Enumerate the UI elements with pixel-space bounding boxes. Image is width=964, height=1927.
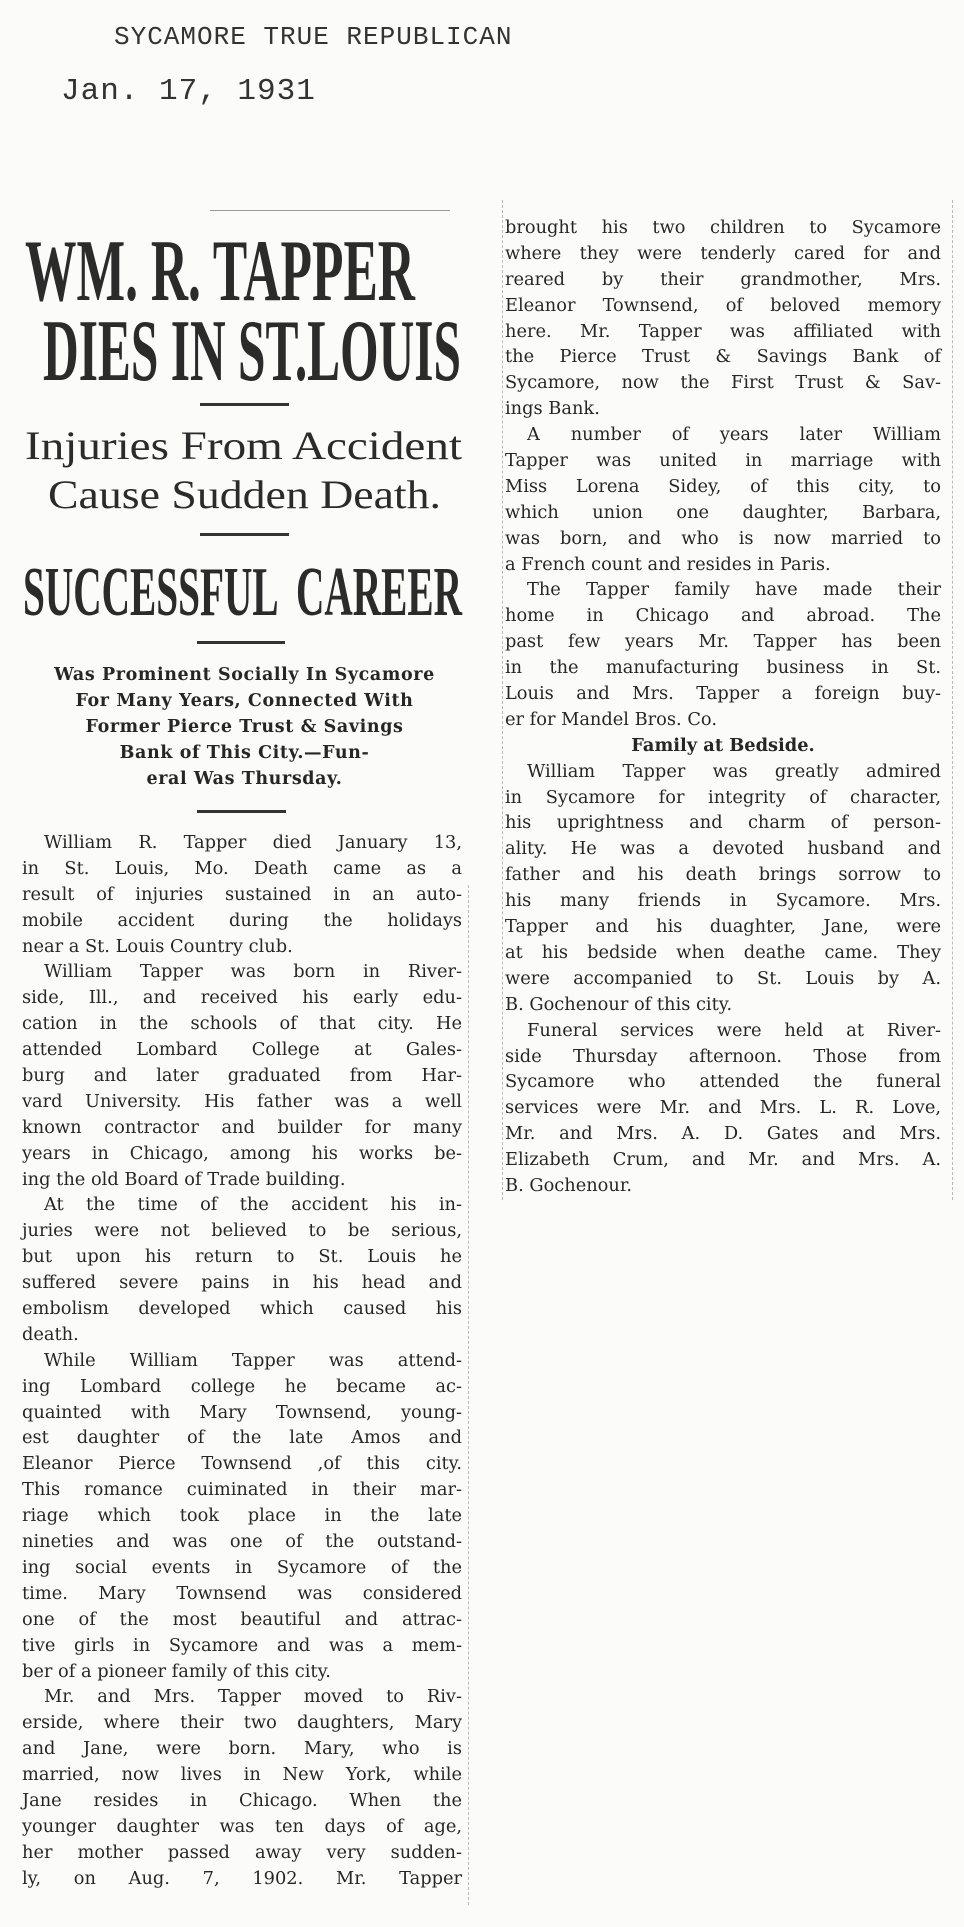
text-line: suffered severe pains in his head and — [22, 1272, 462, 1294]
newspaper-name: SYCAMORE TRUE REPUBLICAN — [114, 22, 513, 52]
text-line: Miss Lorena Sidey, of this city, to — [505, 475, 941, 497]
text-line: side, Ill., and received his early edu- — [22, 987, 462, 1009]
text-line: ber of a pioneer family of this city. — [22, 1660, 331, 1682]
text-line: William Tapper was greatly admired — [527, 760, 941, 782]
text-line: result of injuries sustained in an auto- — [22, 883, 462, 905]
text-line: cation in the schools of that city. He — [22, 1013, 462, 1035]
text-line: While William Tapper was attend- — [44, 1349, 462, 1371]
deck-line: eral Was Thursday. — [146, 769, 343, 789]
text-line: death. — [22, 1323, 79, 1345]
divider-rule — [200, 403, 289, 406]
text-line: This romance cuiminated in their mar- — [22, 1479, 462, 1501]
text-line: Funeral services were held at River- — [527, 1019, 941, 1041]
text-line: Jane resides in Chicago. When the — [22, 1789, 462, 1811]
text-line: married, now lives in New York, while — [22, 1764, 462, 1786]
text-line: quainted with Mary Townsend, young- — [22, 1401, 462, 1423]
subhead-2: Cause Sudden Death. — [48, 472, 441, 517]
column-divider — [502, 200, 503, 1200]
text-line: est daughter of the late Amos and — [22, 1427, 462, 1449]
text-line: attended Lombard College at Gales- — [22, 1039, 462, 1061]
headline-deck — [22, 662, 467, 792]
text-line: ing social events in Sycamore of the — [22, 1556, 462, 1578]
text-line: tive girls in Sycamore and was a mem- — [22, 1634, 462, 1656]
headline-line-1: WM. R. TAPPER — [25, 223, 415, 320]
text-line: erside, where their two daughters, Mary — [22, 1712, 462, 1734]
text-line: ing Lombard college he became ac- — [22, 1375, 462, 1397]
column-border — [952, 200, 953, 1200]
text-line: juries were not believed to be serious, — [22, 1220, 462, 1242]
deck-line: Was Prominent Socially In Sycamore — [54, 665, 435, 685]
text-line: brought his two children to Sycamore — [505, 217, 941, 238]
text-line: his many friends in Sycamore. Mrs. — [505, 890, 941, 912]
text-line: ly, on Aug. 7, 1902. Mr. Tapper — [22, 1867, 462, 1889]
text-line: near a St. Louis Country club. — [22, 935, 293, 957]
headline-line-2: DIES IN ST.LOUIS — [43, 303, 461, 400]
text-line: mobile accident during the holidays — [22, 909, 462, 931]
text-line: a French count and resides in Paris. — [505, 553, 831, 575]
divider-rule — [200, 533, 289, 536]
text-line: which union one daughter, Barbara, — [505, 501, 941, 523]
text-line: home in Chicago and abroad. The — [505, 605, 941, 627]
text-line: er for Mandel Bros. Co. — [505, 708, 717, 730]
text-line: Louis and Mrs. Tapper a foreign buy- — [505, 683, 941, 705]
text-line: Tapper and his duaghter, Jane, were — [505, 916, 941, 938]
text-line: vard University. His father was a well — [22, 1090, 462, 1112]
paragraph — [505, 215, 941, 422]
text-line: The Tapper family have made their — [527, 579, 941, 601]
subhead-3: SUCCESSFUL CAREER — [23, 554, 462, 631]
text-line: Eleanor Pierce Townsend ,of this city. — [22, 1453, 462, 1475]
text-line: At the time of the accident his in- — [44, 1194, 462, 1216]
paragraph — [505, 1018, 941, 1199]
paragraph — [22, 1192, 462, 1347]
text-line: embolism developed which caused his — [22, 1298, 462, 1320]
text-line: burg and later graduated from Har- — [22, 1065, 462, 1087]
divider-rule — [197, 810, 286, 813]
text-line: ings Bank. — [505, 398, 600, 420]
text-line: ing the old Board of Trade building. — [22, 1168, 346, 1190]
paragraph — [505, 577, 941, 732]
text-line: younger daughter was ten days of age, — [22, 1815, 462, 1837]
text-line: William Tapper was born in River- — [44, 961, 462, 983]
clipping-date: Jan. 17, 1931 — [61, 74, 316, 109]
deck-line: For Many Years, Connected With — [75, 691, 414, 711]
text-line: in the manufacturing business in St. — [505, 657, 941, 679]
text-line: Sycamore who attended the funeral — [505, 1071, 941, 1093]
text-line: B. Gochenour of this city. — [505, 993, 733, 1015]
text-line: Elizabeth Crum, and Mr. and Mrs. A. — [505, 1149, 941, 1171]
deck-line: Bank of This City.—Fun- — [119, 743, 370, 763]
text-line: at his bedside when deathe came. They — [505, 941, 941, 963]
text-line: riage which took place in the late — [22, 1505, 462, 1527]
text-line: Mr. and Mrs. Tapper moved to Riv- — [44, 1686, 462, 1708]
text-line: father and his death brings sorrow to — [505, 864, 941, 886]
text-line: the Pierce Trust & Savings Bank of — [505, 346, 941, 368]
paragraph — [22, 830, 462, 959]
text-line: Sycamore, now the First Trust & Sav- — [505, 372, 941, 394]
text-line: his uprightness and charm of person- — [505, 812, 941, 834]
text-line: services were Mr. and Mrs. L. R. Love, — [505, 1097, 941, 1119]
text-line: was born, and who is now married to — [505, 527, 941, 549]
text-line: A number of years later William — [527, 424, 941, 446]
section-heading — [505, 733, 941, 759]
text-line: Mr. and Mrs. A. D. Gates and Mrs. — [505, 1123, 941, 1145]
paragraph — [22, 1684, 462, 1891]
paragraph — [22, 1348, 462, 1685]
text-line: ality. He was a devoted husband and — [505, 838, 941, 860]
text-line: Tapper was united in marriage with — [505, 450, 941, 472]
text-line: past few years Mr. Tapper has been — [505, 631, 941, 653]
text-line: reared by their grandmother, Mrs. — [505, 268, 941, 290]
text-line: in Sycamore for integrity of character, — [505, 786, 941, 808]
paragraph — [22, 959, 462, 1192]
deck-line: Former Pierce Trust & Savings — [85, 717, 404, 737]
text-line: time. Mary Townsend was considered — [22, 1582, 462, 1604]
text-line: one of the most beautiful and attrac- — [22, 1608, 462, 1630]
article-column-left — [22, 830, 462, 1892]
paragraph — [505, 422, 941, 577]
text-line: were accompanied to St. Louis by A. — [505, 967, 941, 989]
text-line: but upon his return to St. Louis he — [22, 1246, 462, 1268]
text-line: where they were tenderly cared for and — [505, 242, 941, 264]
text-line: B. Gochenour. — [505, 1174, 633, 1196]
text-line: in St. Louis, Mo. Death came as a — [22, 857, 462, 879]
text-line: and Jane, were born. Mary, who is — [22, 1738, 462, 1760]
text-line: Family at Bedside. — [631, 734, 815, 756]
top-divider — [210, 210, 450, 211]
subhead-1: Injuries From Accident — [25, 423, 462, 468]
text-line: years in Chicago, among his works be- — [22, 1142, 462, 1164]
text-line: nineties and was one of the outstand- — [22, 1531, 462, 1553]
text-line: Eleanor Townsend, of beloved memory — [505, 294, 941, 316]
text-line: known contractor and builder for many — [22, 1116, 462, 1138]
column-divider — [468, 885, 469, 1905]
divider-rule — [197, 641, 285, 644]
text-line: side Thursday afternoon. Those from — [505, 1045, 941, 1067]
text-line: William R. Tapper died January 13, — [44, 832, 462, 853]
text-line: here. Mr. Tapper was affiliated with — [505, 320, 941, 342]
article-column-right — [505, 215, 941, 1199]
paragraph — [505, 759, 941, 1018]
text-line: her mother passed away very sudden- — [22, 1841, 462, 1863]
